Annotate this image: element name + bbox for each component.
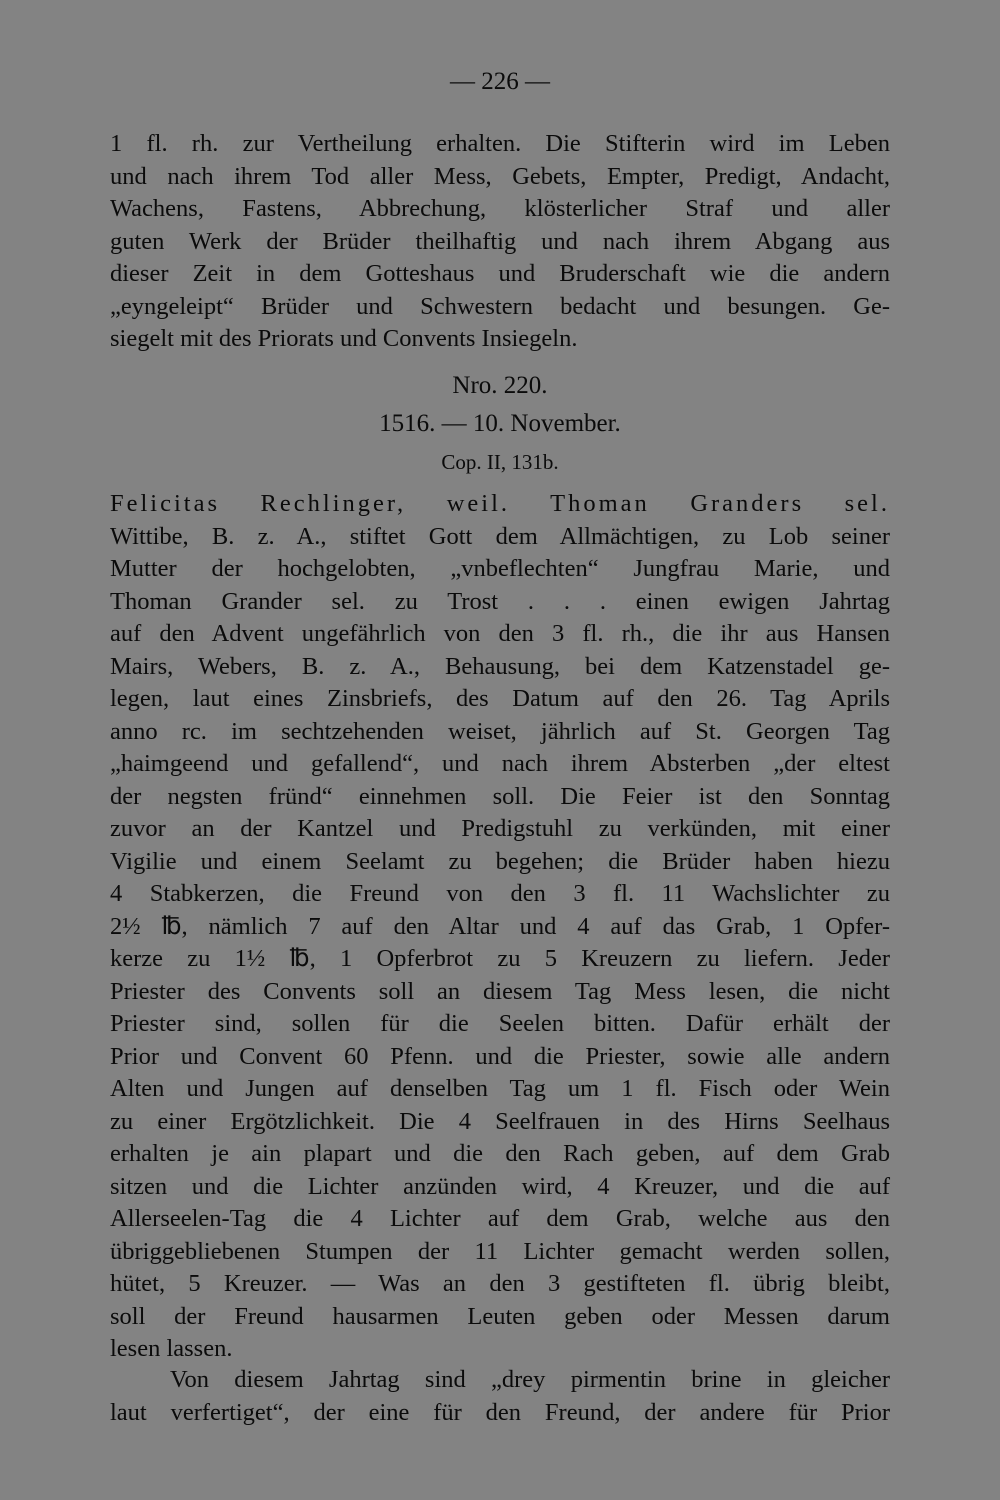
text-line: erhalten je ain plapart und die den Rach geben, auf dem Grab: [110, 1140, 890, 1167]
text-line: laut verfertiget“, der eine für den Freund, der andere für Prior: [110, 1398, 890, 1426]
document-source: Cop. II, 131b.: [441, 450, 559, 474]
text-line: kerze zu 1½ ℔, 1 Opferbrot zu 5 Kreuzern zu liefern. Jeder: [110, 945, 890, 972]
text-line: dieser Zeit in dem Gotteshaus und Bruderschaft wie die andern: [110, 260, 890, 287]
text-line: Thoman Grander sel. zu Trost . . . einen ewigen Jahrtag: [110, 587, 890, 615]
text-line: Wachens, Fastens, Abbrechung, klösterlicher Straf und aller: [110, 195, 890, 222]
text-line: soll der Freund hausarmen Leuten geben oder Messen darum: [110, 1302, 890, 1330]
page-number: — 226 —: [450, 68, 550, 95]
text-line: Allerseelen-Tag die 4 Lichter auf dem Grab, welche aus den: [110, 1205, 890, 1232]
text-line: auf den Advent ungefährlich von den 3 fl. rh., die ihr aus Hansen: [110, 620, 890, 647]
text-line: Mutter der hochgelobten, „vnbeflechten“ Jungfrau Marie, und: [110, 555, 890, 582]
text-line: 1 fl. rh. zur Vertheilung erhalten. Die Stifterin wird im Leben: [110, 130, 890, 157]
text-line: Priester des Convents soll an diesem Tag Mess lesen, die nicht: [110, 977, 890, 1005]
text-line: siegelt mit des Priorats und Convents Insiegeln.: [110, 325, 578, 352]
text-line: Felicitas Rechlinger, weil. Thoman Granders sel.: [110, 490, 890, 517]
text-line: Priester sind, sollen für die Seelen bitten. Dafür erhält der: [110, 1010, 890, 1037]
text-line: anno rc. im sechtzehenden weiset, jährlich auf St. Georgen Tag: [110, 717, 890, 745]
text-line: zuvor an der Kantzel und Predigstuhl zu verkünden, mit einer: [110, 815, 890, 842]
paragraph-1: [110, 128, 890, 356]
paragraph-2: [110, 488, 890, 1366]
paragraph-3: [110, 1364, 890, 1429]
text-line: Wittibe, B. z. A., stiftet Gott dem Allmächtigen, zu Lob seiner: [110, 522, 890, 550]
text-line: „haimgeend und gefallend“, und nach ihrem Absterben „der eltest: [110, 750, 890, 777]
text-line: Mairs, Webers, B. z. A., Behausung, bei dem Katzenstadel ge-: [110, 652, 890, 680]
text-line: hütet, 5 Kreuzer. — Was an den 3 gestifteten fl. übrig bleibt,: [110, 1270, 890, 1297]
text-line: Prior und Convent 60 Pfenn. und die Priester, sowie alle andern: [110, 1042, 890, 1070]
text-line: und nach ihrem Tod aller Mess, Gebets, Empter, Predigt, Andacht,: [110, 162, 890, 190]
text-line: übriggebliebenen Stumpen der 11 Lichter gemacht werden sollen,: [110, 1237, 890, 1265]
text-line: sitzen und die Lichter anzünden wird, 4 Kreuzer, und die auf: [110, 1172, 890, 1200]
text-line: zu einer Ergötzlichkeit. Die 4 Seelfrauen in des Hirns Seelhaus: [110, 1107, 890, 1135]
text-line: Alten und Jungen auf denselben Tag um 1 fl. Fisch oder Wein: [110, 1075, 890, 1102]
text-line: Von diesem Jahrtag sind „drey pirmentin brine in gleicher: [170, 1366, 890, 1393]
text-line: Vigilie und einem Seelamt zu begehen; die Brüder haben hiezu: [110, 847, 890, 875]
text-line: legen, laut eines Zinsbriefs, des Datum auf den 26. Tag Aprils: [110, 685, 890, 712]
document-number: Nro. 220.: [452, 372, 548, 399]
document-date: 1516. — 10. November.: [379, 410, 621, 437]
text-line: 4 Stabkerzen, die Freund von den 3 fl. 11 Wachslichter zu: [110, 880, 890, 907]
text-line: „eyngeleipt“ Brüder und Schwestern bedacht und besungen. Ge-: [110, 292, 890, 320]
text-line: 2½ ℔, nämlich 7 auf den Altar und 4 auf das Grab, 1 Opfer-: [110, 912, 890, 940]
text-line: guten Werk der Brüder theilhaftig und nach ihrem Abgang aus: [110, 227, 890, 255]
text-line: lesen lassen.: [110, 1335, 233, 1362]
text-line: der negsten fründ“ einnehmen soll. Die Feier ist den Sonntag: [110, 782, 890, 810]
